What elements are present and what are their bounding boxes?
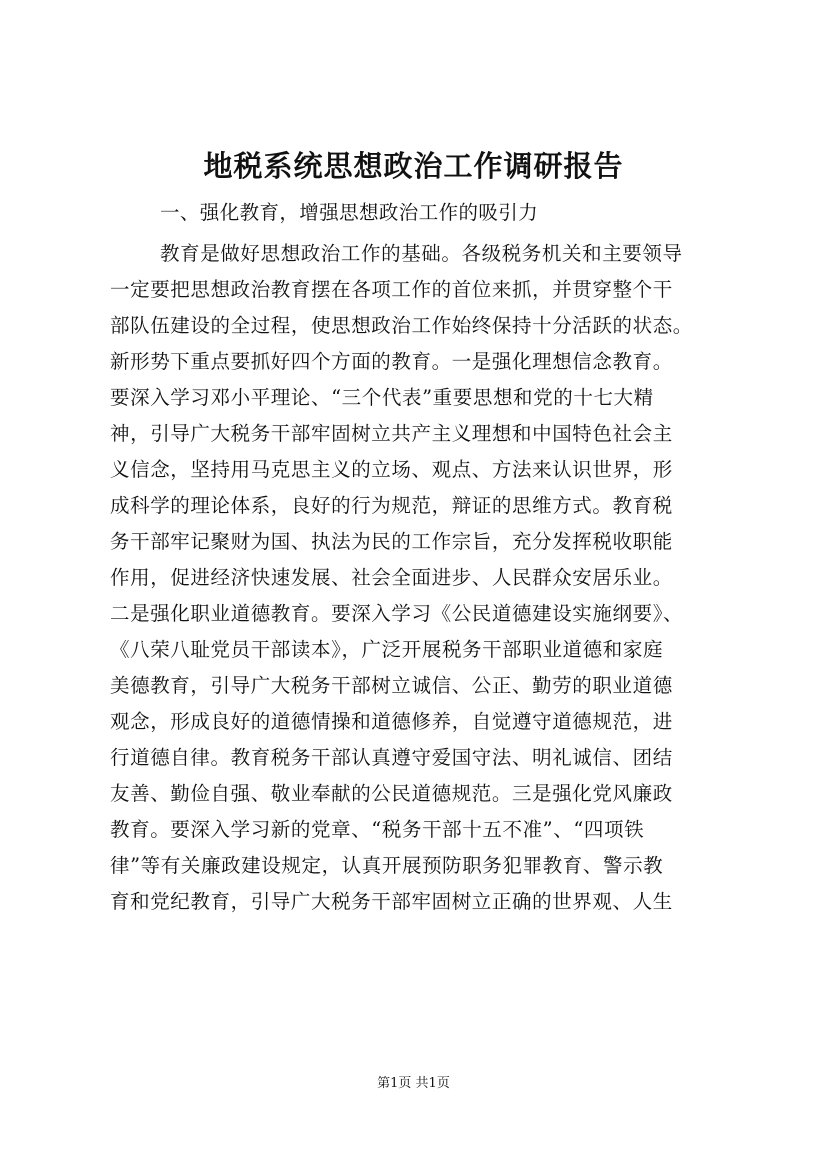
body-line: 神，引导广大税务干部牢固树立共产主义理想和中国特色社会主 [110,422,673,445]
body-line: 育和党纪教育，引导广大税务干部牢固树立正确的世界观、人生 [110,890,673,913]
body-line: 部队伍建设的全过程，使思想政治工作始终保持十分活跃的状态。 [110,314,693,337]
section-heading: 一、强化教育，增强思想政治工作的吸引力 [160,201,539,224]
body-line: 二是强化职业道德教育。要深入学习《公民道德建设实施纲要》、 [110,602,684,625]
body-line: 义信念，坚持用马克思主义的立场、观点、方法来认识世界，形 [110,458,673,481]
body-line: 一定要把思想政治教育摆在各项工作的首位来抓，并贯穿整个干 [110,278,673,301]
body-line: 《八荣八耻党员干部读本》，广泛开展税务干部职业道德和家庭 [110,638,664,661]
body-line: 作用，促进经济快速发展、社会全面进步、人民群众安居乐业。 [110,566,673,589]
body-line: 务干部牢记聚财为国、执法为民的工作宗旨，充分发挥税收职能 [110,530,673,553]
body-line: 教育。要深入学习新的党章、“税务干部十五不准”、“四项铁 [110,818,645,841]
body-line: 观念，形成良好的道德情操和道德修养，自觉遵守道德规范，进 [110,710,673,733]
page-footer: 第1页 共1页 [377,1076,450,1091]
body-line: 美德教育，引导广大税务干部树立诚信、公正、勤劳的职业道德 [110,674,673,697]
page-title: 地税系统思想政治工作调研报告 [203,149,624,183]
body-line: 友善、勤俭自强、敬业奉献的公民道德规范。三是强化党风廉政 [110,782,673,805]
body-line: 教育是做好思想政治工作的基础。各级税务机关和主要领导 [160,242,683,265]
body-line: 律”等有关廉政建设规定，认真开展预防职务犯罪教育、警示教 [110,854,664,877]
body-line: 成科学的理论体系，良好的行为规范，辩证的思维方式。教育税 [110,494,673,517]
body-line: 要深入学习邓小平理论、“三个代表”重要思想和党的十七大精 [110,386,654,409]
body-line: 新形势下重点要抓好四个方面的教育。一是强化理想信念教育。 [110,350,673,373]
body-line: 行道德自律。教育税务干部认真遵守爱国守法、明礼诚信、团结 [110,746,673,769]
